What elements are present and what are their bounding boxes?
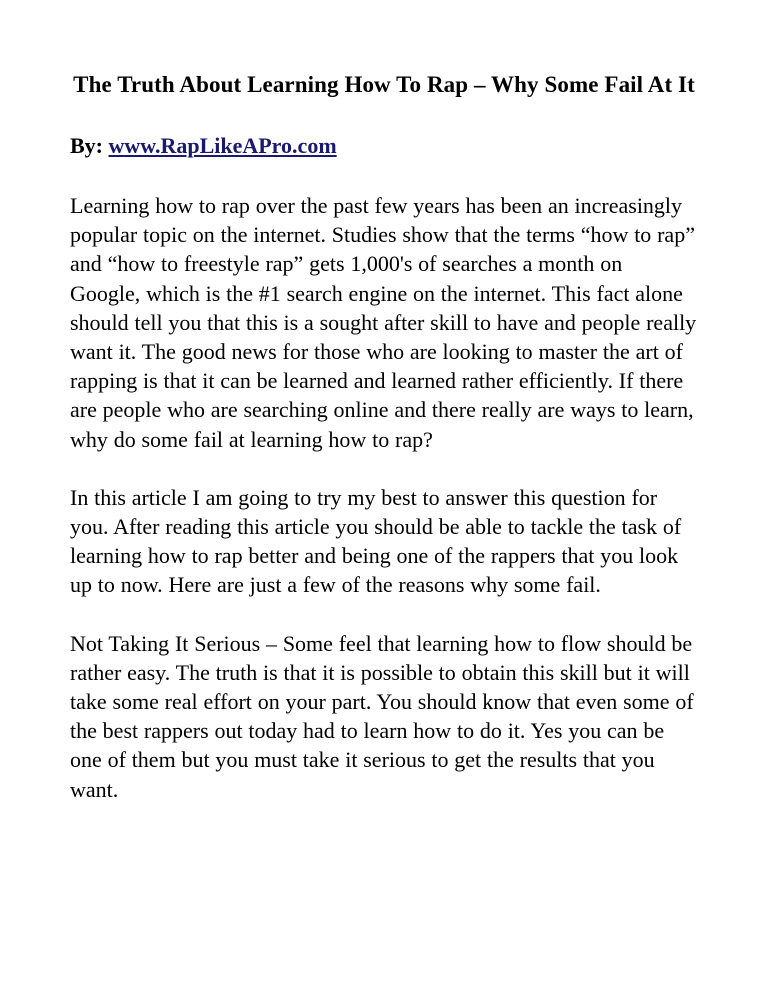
page-title-line-1: The Truth About Learning How To Rap – Why Some: [73, 72, 599, 97]
byline-website-link[interactable]: www.RapLikeAPro.com: [108, 133, 337, 158]
body-paragraph-3: Not Taking It Serious – Some feel that learning how to flow should be rather easy. The truth is that it is possible to obtain this skill but it will take some real effort on your part. You should know that even some of the best rappers out today had to learn how to do it. Yes you can be one of them but you must take it serious to get the results that you want.: [70, 630, 694, 802]
byline: [70, 131, 698, 160]
page-title: [70, 70, 698, 100]
document-content: [70, 70, 698, 804]
byline-label: By:: [70, 133, 109, 158]
body-paragraph-2: In this article I am going to try my best to answer this question for you. After reading this article you should be able to tackle the task of learning how to rap better and being one of the rappers that you look up to now. Here are just a few of the reasons why some fail.: [70, 484, 682, 598]
body-paragraph-1: Learning how to rap over the past few years has been an increasingly popular topic on the internet. Studies show that the terms “how to rap” and “how to freestyle rap” gets 1,000's of searches a month on Google, which is the #1 search engine on the internet. This fact alone should tell you that this is a sought after skill to have and people really want it. The good news for those who are looking to master the art of rapping is that it can be learned and learned rather efficiently. If there are people who are searching online and there really are ways to learn, why do some fail at learning how to rap?: [70, 193, 697, 452]
page-title-line-2: Fail At It: [604, 72, 695, 97]
